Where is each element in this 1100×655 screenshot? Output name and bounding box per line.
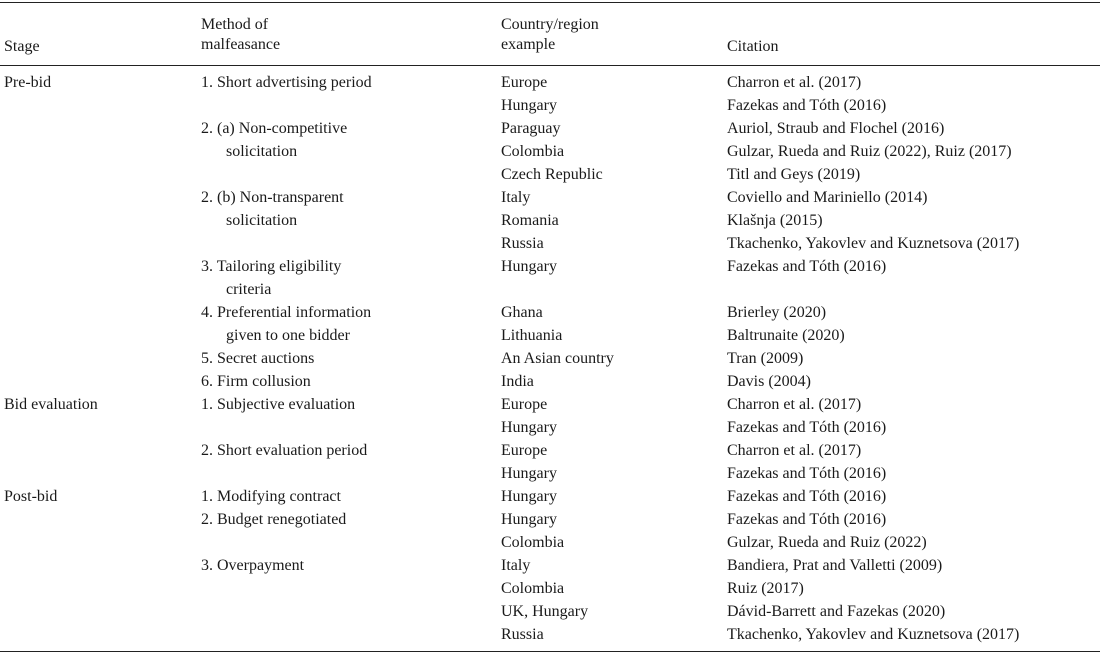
citation-cell: Fazekas and Tóth (2016)	[727, 97, 887, 114]
method-cell: 3. Tailoring eligibility	[201, 258, 342, 275]
citation-cell: Gulzar, Rueda and Ruiz (2022), Ruiz (2017)	[727, 143, 1012, 160]
citation-cell: Charron et al. (2017)	[727, 396, 862, 413]
country-cell: Hungary	[501, 258, 557, 275]
country-cell: Hungary	[501, 465, 557, 482]
header-country-line2: example	[501, 36, 556, 53]
header-method-line2: malfeasance	[201, 36, 281, 53]
header-citation: Citation	[727, 38, 779, 55]
table-row	[0, 600, 1100, 623]
country-cell: Romania	[501, 212, 559, 229]
method-cell: 5. Secret auctions	[201, 350, 315, 367]
method-cell: 2. Budget renegotiated	[201, 511, 347, 528]
country-cell: Colombia	[501, 580, 565, 597]
header-method-line1: Method of	[201, 16, 269, 33]
country-cell: Europe	[501, 442, 548, 459]
citation-cell: Brierley (2020)	[727, 304, 827, 321]
country-cell: Europe	[501, 74, 548, 91]
country-cell: Lithuania	[501, 327, 563, 344]
citation-cell: Davis (2004)	[727, 373, 811, 390]
country-cell: Russia	[501, 235, 544, 252]
method-cell: 1. Modifying contract	[201, 488, 341, 505]
table-header-rule	[0, 65, 1100, 66]
table-row	[0, 278, 1100, 301]
method-cell: 1. Subjective evaluation	[201, 396, 356, 413]
citation-cell: Baltrunaite (2020)	[727, 327, 845, 344]
table-row	[0, 508, 1100, 531]
country-cell: Hungary	[501, 511, 557, 528]
table-row	[0, 416, 1100, 439]
table-row	[0, 232, 1100, 255]
table-row	[0, 554, 1100, 577]
country-cell: Paraguay	[501, 120, 561, 137]
method-cell: 6. Firm collusion	[201, 373, 311, 390]
country-cell: Hungary	[501, 419, 557, 436]
method-cell: solicitation	[226, 143, 298, 160]
table-row	[0, 462, 1100, 485]
method-cell: 1. Short advertising period	[201, 74, 372, 91]
table-row	[0, 301, 1100, 324]
citation-cell: Tkachenko, Yakovlev and Kuznetsova (2017)	[727, 235, 1020, 252]
stage-cell: Bid evaluation	[4, 396, 98, 413]
country-cell: An Asian country	[501, 350, 614, 367]
citation-cell: Fazekas and Tóth (2016)	[727, 488, 887, 505]
citation-cell: Charron et al. (2017)	[727, 74, 862, 91]
country-cell: Ghana	[501, 304, 543, 321]
citation-cell: Bandiera, Prat and Valletti (2009)	[727, 557, 943, 574]
table-row	[0, 209, 1100, 232]
citation-cell: Auriol, Straub and Flochel (2016)	[727, 120, 945, 137]
country-cell: Czech Republic	[501, 166, 603, 183]
country-cell: Hungary	[501, 488, 557, 505]
country-cell: Italy	[501, 557, 531, 574]
table-row	[0, 255, 1100, 278]
country-cell: Italy	[501, 189, 531, 206]
table-row	[0, 623, 1100, 646]
country-cell: Hungary	[501, 97, 557, 114]
country-cell: UK, Hungary	[501, 603, 589, 620]
citation-cell: Klašnja (2015)	[727, 212, 823, 229]
header-stage: Stage	[4, 38, 40, 55]
country-cell: Russia	[501, 626, 544, 643]
country-cell: Colombia	[501, 143, 565, 160]
method-cell: 2. (a) Non-competitive	[201, 120, 348, 137]
citation-cell: Fazekas and Tóth (2016)	[727, 465, 887, 482]
table-row	[0, 71, 1100, 94]
table-row	[0, 393, 1100, 416]
citation-cell: Dávid-Barrett and Fazekas (2020)	[727, 603, 946, 620]
citation-cell: Fazekas and Tóth (2016)	[727, 258, 887, 275]
citation-cell: Charron et al. (2017)	[727, 442, 862, 459]
header-country-line1: Country/region	[501, 16, 599, 33]
table-row	[0, 324, 1100, 347]
citation-cell: Tran (2009)	[727, 350, 804, 367]
table-top-rule	[0, 2, 1100, 3]
citation-cell: Fazekas and Tóth (2016)	[727, 511, 887, 528]
country-cell: Europe	[501, 396, 548, 413]
table-row	[0, 186, 1100, 209]
table-row	[0, 577, 1100, 600]
table-row	[0, 140, 1100, 163]
table-row	[0, 370, 1100, 393]
country-cell: India	[501, 373, 534, 390]
citation-cell: Ruiz (2017)	[727, 580, 804, 597]
table-row	[0, 531, 1100, 554]
table-bottom-rule	[0, 651, 1100, 652]
country-cell: Colombia	[501, 534, 565, 551]
method-cell: given to one bidder	[226, 327, 350, 344]
table-row	[0, 485, 1100, 508]
citation-cell: Fazekas and Tóth (2016)	[727, 419, 887, 436]
table-row	[0, 439, 1100, 462]
table-body	[0, 71, 1100, 646]
table-row	[0, 347, 1100, 370]
method-cell: criteria	[226, 281, 272, 298]
method-cell: 4. Preferential information	[201, 304, 372, 321]
table-row	[0, 163, 1100, 186]
stage-cell: Post-bid	[4, 488, 58, 505]
citation-cell: Titl and Geys (2019)	[727, 166, 861, 183]
table-row	[0, 94, 1100, 117]
method-cell: 3. Overpayment	[201, 557, 305, 574]
citation-cell: Gulzar, Rueda and Ruiz (2022)	[727, 534, 927, 551]
method-cell: 2. (b) Non-transparent	[201, 189, 344, 206]
method-cell: solicitation	[226, 212, 298, 229]
table-row	[0, 117, 1100, 140]
method-cell: 2. Short evaluation period	[201, 442, 368, 459]
citation-cell: Tkachenko, Yakovlev and Kuznetsova (2017)	[727, 626, 1020, 643]
citation-cell: Coviello and Mariniello (2014)	[727, 189, 928, 206]
stage-cell: Pre-bid	[4, 74, 52, 91]
